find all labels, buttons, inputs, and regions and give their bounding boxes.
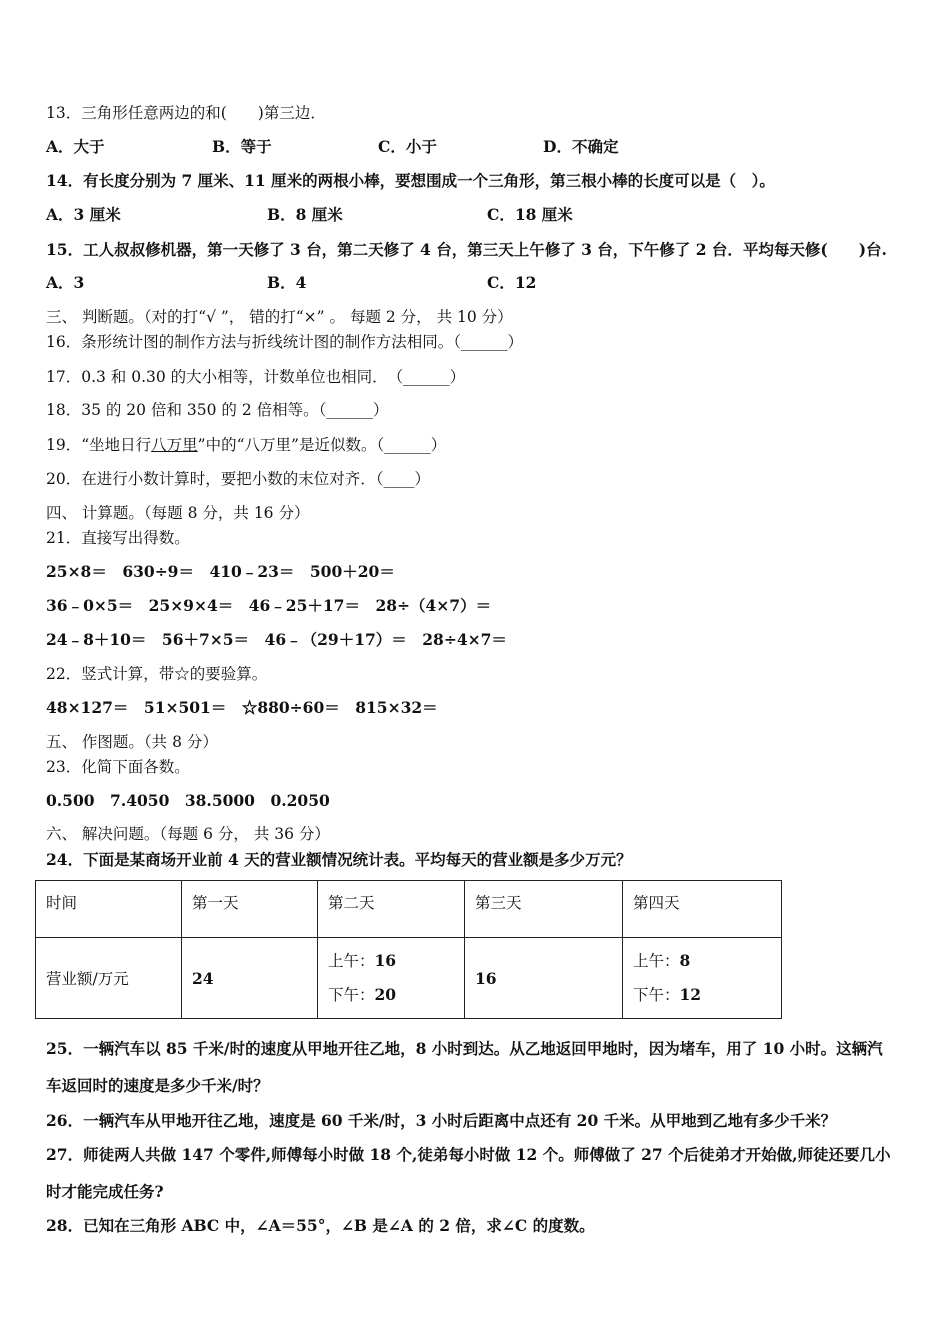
table-header-cell: 第三天	[465, 881, 623, 938]
day2-pm-value: 20	[374, 985, 397, 1004]
question-21: 21．直接写出得数。	[46, 529, 190, 547]
am-label: 上午：	[328, 952, 375, 970]
question-20: 20．在进行小数计算时，要把小数的末位对齐．（____）	[46, 470, 430, 488]
question-24: 24．下面是某商场开业前 4 天的营业额情况统计表。平均每天的营业额是多少万元？	[46, 850, 632, 869]
section-6-heading: 六、 解决问题。（每题 6 分， 共 36 分）	[46, 825, 330, 843]
question-15: 15．工人叔叔修机器，第一天修了 3 台，第二天修了 4 台，第三天上午修了 3 台，下午修了 2 台．平均每天修( )台.	[46, 240, 887, 259]
table-header-cell: 第四天	[623, 881, 782, 938]
table-row-label: 营业额/万元	[36, 938, 182, 1019]
q13-option-a[interactable]: A．大于	[46, 137, 105, 156]
day3-value: 16	[465, 938, 623, 1019]
q14-option-c[interactable]: C．18 厘米	[487, 205, 573, 224]
q19-underlined-phrase: 八万里	[151, 436, 198, 454]
section-4-heading: 四、 计算题。（每题 8 分，共 16 分）	[46, 504, 310, 522]
day4-am	[633, 944, 781, 978]
section-3-heading: 三、 判断题。（对的打“√ ”， 错的打“×” 。 每题 2 分， 共 10 分）	[46, 308, 513, 326]
revenue-table	[35, 880, 782, 1019]
question-13: 13．三角形任意两边的和( )第三边．	[46, 104, 326, 122]
q15-option-b[interactable]: B．4	[267, 273, 307, 292]
pm-label: 下午：	[328, 986, 375, 1004]
question-26: 26．一辆汽车从甲地开往乙地，速度是 60 千米/时，3 小时后距离中点还有 20 千米。从甲地到乙地有多少千米？	[46, 1111, 837, 1130]
table-row	[36, 938, 782, 1019]
question-17: 17．0.3 和 0.30 的大小相等，计数单位也相同． （______）	[46, 368, 466, 386]
day4-cell	[623, 938, 782, 1019]
day2-cell	[318, 938, 465, 1019]
q23-row: 0.500 7.4050 38.5000 0.2050	[46, 791, 330, 810]
day2-am	[328, 944, 464, 978]
question-27-line-2: 时才能完成任务?	[46, 1182, 164, 1201]
question-16: 16．条形统计图的制作方法与折线统计图的制作方法相同。（______）	[46, 333, 523, 351]
question-25-line-1: 25．一辆汽车以 85 千米/时的速度从甲地开往乙地，8 小时到达。从乙地返回甲地时，因为堵车，用了 10 小时。这辆汽	[46, 1039, 883, 1058]
q19-prefix: 19．“坐地日行	[46, 436, 152, 454]
day2-am-value: 16	[374, 951, 397, 970]
question-18: 18．35 的 20 倍和 350 的 2 倍相等。（______）	[46, 401, 389, 419]
day4-pm	[633, 978, 781, 1012]
question-22: 22．竖式计算，带☆的要验算。	[46, 665, 268, 683]
day2-pm	[328, 978, 464, 1012]
section-5-heading: 五、 作图题。（共 8 分）	[46, 733, 218, 751]
q15-option-a[interactable]: A．3	[46, 273, 85, 292]
question-23: 23．化简下面各数。	[46, 758, 190, 776]
day4-pm-value: 12	[679, 985, 702, 1004]
question-19	[46, 435, 446, 455]
question-25-line-2: 车返回时的速度是多少千米/时？	[46, 1076, 269, 1095]
q21-row-1: 25×8＝ 630÷9＝ 410﹣23＝ 500＋20＝	[46, 562, 395, 581]
q13-option-c[interactable]: C．小于	[378, 137, 437, 156]
question-14: 14．有长度分别为 7 厘米、11 厘米的两根小棒，要想围成一个三角形，第三根小棒的长度可以是（ ）。	[46, 171, 775, 190]
table-header-cell: 时间	[36, 881, 182, 938]
q15-option-c[interactable]: C．12	[487, 273, 537, 292]
q14-option-a[interactable]: A．3 厘米	[46, 205, 121, 224]
q21-row-2: 36﹣0×5＝ 25×9×4＝ 46﹣25＋17＝ 28÷（4×7）＝	[46, 596, 492, 615]
q19-suffix: ”中的“八万里”是近似数。（______）	[197, 436, 447, 454]
table-header-cell: 第二天	[318, 881, 465, 938]
q13-option-d[interactable]: D．不确定	[543, 137, 619, 156]
q21-row-3: 24﹣8＋10＝ 56＋7×5＝ 46﹣（29＋17）＝ 28÷4×7＝	[46, 630, 507, 649]
day1-value: 24	[182, 938, 318, 1019]
q14-option-b[interactable]: B．8 厘米	[267, 205, 343, 224]
q13-option-b[interactable]: B．等于	[212, 137, 272, 156]
table-header-row	[36, 881, 782, 938]
question-27-line-1: 27．师徒两人共做 147 个零件,师傅每小时做 18 个,徒弟每小时做 12 个。师傅做了 27 个后徒弟才开始做,师徒还要几小	[46, 1145, 891, 1164]
day4-am-value: 8	[679, 951, 691, 970]
pm-label: 下午：	[633, 986, 680, 1004]
q22-row: 48×127＝ 51×501＝ ☆880÷60＝ 815×32＝	[46, 698, 438, 717]
am-label: 上午：	[633, 952, 680, 970]
question-28: 28．已知在三角形 ABC 中，∠A＝55°，∠B 是∠A 的 2 倍，求∠C 的度数。	[46, 1216, 595, 1235]
table-header-cell: 第一天	[182, 881, 318, 938]
